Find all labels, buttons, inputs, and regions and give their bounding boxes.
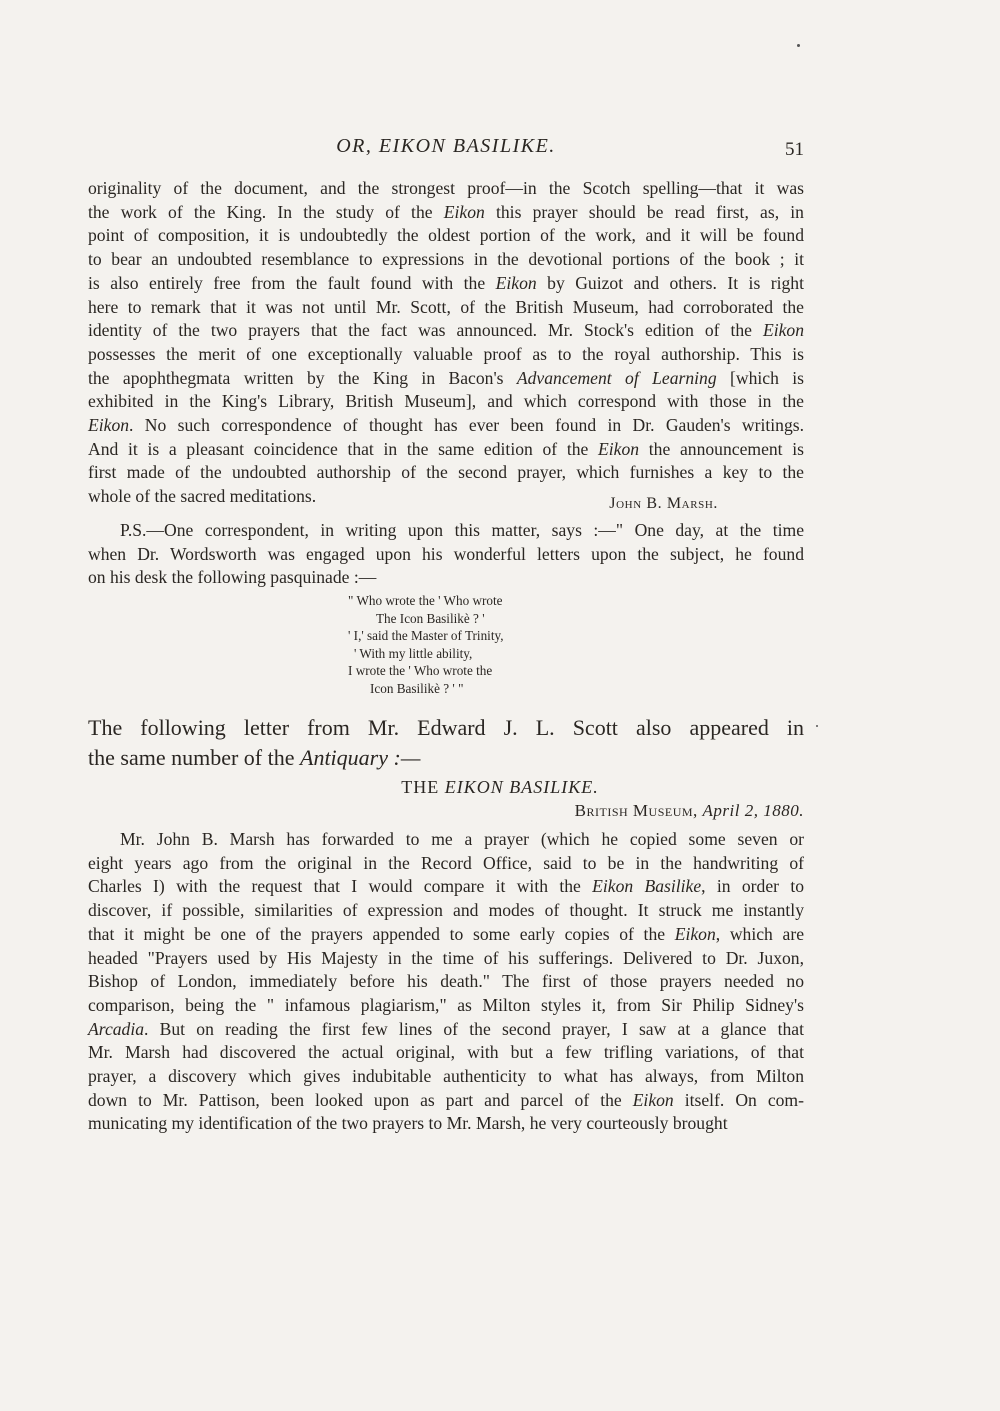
ink-speck — [797, 44, 800, 47]
text-line: exhibited in the King's Library, British Museum], and which correspond with those in the — [88, 391, 804, 412]
pasquinade-verse — [348, 592, 504, 698]
text-line: originality of the document, and the strongest proof—in the Scotch spelling—that it was — [88, 178, 804, 198]
text-line: Bishop of London, immediately before his death." The first of those prayers needed no — [88, 971, 804, 992]
postscript-body — [88, 519, 804, 590]
letter-title — [0, 777, 1000, 798]
intro-text: the same number of the — [88, 745, 300, 770]
text-line: the apophthegmata written by the King in Bacon's Advancement of Learning [which is — [88, 367, 804, 388]
text-line: identity of the two prayers that the fact was announced. Mr. Stock's edition of the Eikon — [88, 320, 804, 341]
text-line: Charles I) with the request that I would compare it with the Eikon Basilike, in order to — [88, 876, 804, 897]
text-line: Eikon. No such correspondence of thought has ever been found in Dr. Gauden's writings. — [88, 415, 804, 436]
text-line: discover, if possible, similarities of expression and modes of thought. It struck me instantly — [88, 900, 804, 921]
text-line: point of composition, it is undoubtedly the oldest portion of the work, and it will be found — [88, 225, 804, 246]
text-line: on his desk the following pasquinade :— — [88, 567, 377, 588]
text-line: is also entirely free from the fault found with the Eikon by Guizot and others. It is right — [88, 272, 804, 293]
running-title: OR, EIKON BASILIKE. — [336, 135, 556, 157]
page-number: 51 — [785, 139, 804, 160]
text-line: when Dr. Wordsworth was engaged upon his wonderful letters upon the subject, he found — [88, 543, 804, 564]
text-line: headed "Prayers used by His Majesty in the time of his sufferings. Delivered to Dr. Juxon, — [88, 947, 804, 968]
intro-italic-title: Antiquary :— — [300, 745, 421, 770]
verse-line: ' I,' said the Master of Trinity, — [348, 628, 504, 644]
text-line: possesses the merit of one exceptionally valuable proof as to the royal authorship. This is — [88, 343, 804, 364]
verse-line: " Who wrote the ' Who wrote — [348, 593, 503, 608]
text-line: eight years ago from the original in the Record Office, said to be in the handwriting of — [88, 852, 804, 873]
dateline-place: British Museum, — [574, 801, 698, 820]
text-line: the work of the King. In the study of the Eikon this prayer should be read first, as, in — [88, 201, 804, 222]
letter-body — [88, 828, 804, 1136]
text-line: And it is a pleasant coincidence that in the same edition of the Eikon the announcement is — [88, 438, 804, 459]
text-line: whole of the sacred meditations. John B. Marsh. — [88, 485, 804, 509]
text-line: Mr. John B. Marsh has forwarded to me a prayer (which he copied some seven or — [120, 829, 804, 849]
text-line: to bear an undoubted resemblance to expressions in the devotional portions of the book ; it — [88, 249, 804, 270]
postscript-paragraph — [88, 519, 804, 590]
letter-text — [88, 828, 804, 1136]
text-line: P.S.—One correspondent, in writing upon this matter, says :—" One day, at the time — [120, 520, 804, 540]
letter-title-italic: EIKON BASILIKE. — [444, 777, 599, 797]
text-line: that it might be one of the prayers appended to some early copies of the Eikon, which are — [88, 923, 804, 944]
intro-line — [88, 743, 804, 773]
text-line: first made of the undoubted authorship of the second prayer, which furnishes a key to the — [88, 462, 804, 483]
paragraph-continuation — [88, 177, 804, 513]
text-line: comparison, being the " infamous plagiarism," as Milton styles it, from Sir Philip Sidney's — [88, 994, 804, 1015]
text-line: Arcadia. But on reading the first few lines of the second prayer, I saw at a glance that — [88, 1018, 804, 1039]
verse-line: I wrote the ' Who wrote the — [348, 663, 493, 679]
verse-line: ' With my little ability, — [354, 645, 473, 661]
letter-title-prefix: THE — [401, 777, 445, 797]
paragraph-body — [88, 177, 804, 513]
running-head — [88, 133, 804, 163]
dateline-date: April 2, 1880. — [702, 801, 804, 820]
text-line: Mr. Marsh had discovered the actual original, with but a few trifling variations, of that — [88, 1042, 804, 1063]
text-line: down to Mr. Pattison, been looked upon as part and parcel of the Eikon itself. On com- — [88, 1089, 804, 1110]
verse-line: The Icon Basilikè ? ' — [376, 610, 485, 626]
signature: John B. Marsh. — [609, 495, 718, 513]
text-line: here to remark that it was not until Mr. Scott, of the British Museum, had corroborated the — [88, 296, 804, 317]
intro-line: The following letter from Mr. Edward J. L. Scott also appeared in — [88, 715, 804, 740]
intro-paragraph — [88, 713, 804, 773]
verse-line: Icon Basilikè ? ' " — [370, 680, 464, 696]
text-line: prayer, a discovery which gives indubitable authenticity to what has always, from Milton — [88, 1066, 804, 1087]
letter-dateline — [575, 801, 804, 821]
ink-speck — [816, 725, 818, 727]
text-line: municating my identification of the two prayers to Mr. Marsh, he very courteously brought — [88, 1113, 728, 1134]
